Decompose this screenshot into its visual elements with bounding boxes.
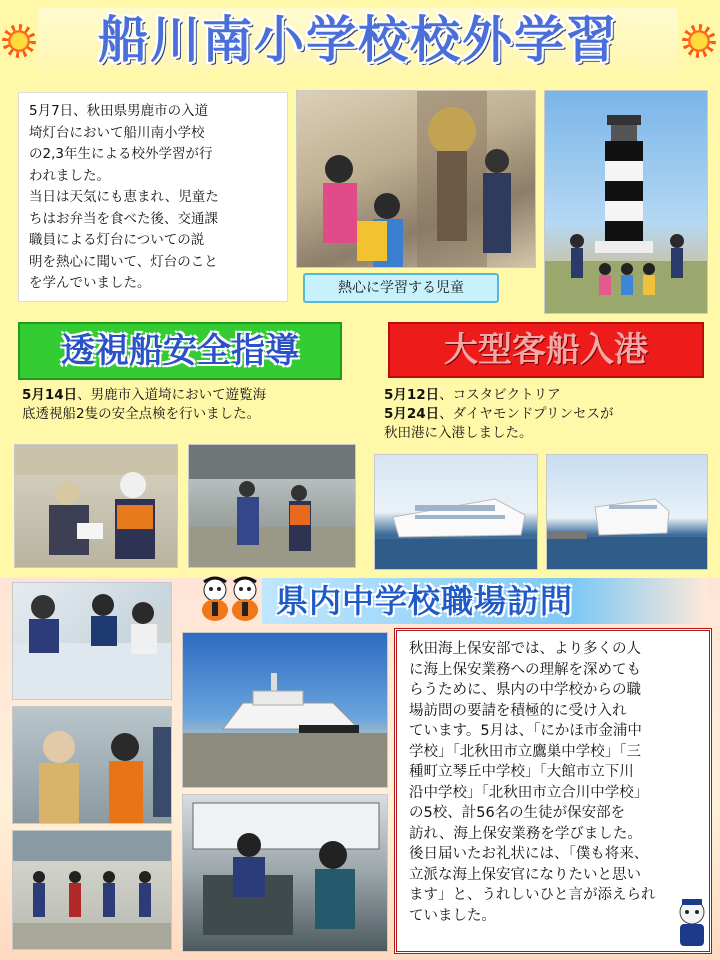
photo-caption: 熱心に学習する児童 bbox=[303, 273, 499, 303]
article-line: 種町立琴丘中学校」「大館市立下川 bbox=[409, 764, 634, 780]
article-line: 沿中学校」「北秋田市立合川中学校」 bbox=[409, 784, 649, 801]
photo-lighthouse-group bbox=[544, 90, 708, 314]
photo-chart-table-art bbox=[13, 583, 172, 700]
photo-equipment-trial-art bbox=[13, 707, 172, 824]
article-line: 後日届いたお礼状には、「僕も将来、 bbox=[409, 846, 649, 862]
photo-boat-inspection-1 bbox=[14, 444, 178, 568]
photo-deck-group bbox=[12, 830, 172, 950]
photo-patrol-vessel bbox=[182, 632, 388, 788]
heading-school-visit: 県内中学校職場訪問 bbox=[262, 578, 708, 624]
photo-cruise-ship-2 bbox=[546, 454, 708, 570]
article-line: 立派な海上保安官になりたいと思い bbox=[409, 866, 641, 883]
photo-patrol-vessel-art bbox=[183, 633, 388, 788]
article-line: ます」と、うれしいひと言が添えられ bbox=[409, 887, 656, 903]
photo-lighthouse-group-art bbox=[545, 91, 708, 314]
photo-boat-inspection-2-art bbox=[189, 445, 356, 568]
intro-line: 埼灯台において船川南小学校 bbox=[29, 124, 205, 141]
safety-line-1-rest: 、男鹿市入道埼において遊覧海 bbox=[77, 387, 267, 403]
photo-equipment-trial bbox=[12, 706, 172, 824]
article-line: 学校」「北秋田市立鷹巣中学校」「三 bbox=[409, 743, 641, 760]
mascot-icon-art bbox=[226, 576, 264, 622]
article-line: らうために、県内の中学校からの職 bbox=[409, 682, 641, 698]
intro-line: ちはお弁当を食べた後、交通課 bbox=[29, 210, 218, 227]
safety-line-1 bbox=[22, 386, 372, 405]
page-title: 船川南小学校校外学習 bbox=[98, 11, 618, 69]
intro-line: の2,3年生による校外学習が行 bbox=[29, 146, 213, 162]
article-line: 秋田海上保安部では、より多くの人 bbox=[409, 641, 641, 657]
photo-students-learning bbox=[296, 90, 536, 268]
cruise-line-3: 秋田港に入港しました。 bbox=[384, 425, 533, 441]
coast-guard-mascot-icon bbox=[672, 896, 712, 952]
article-line: ていました。 bbox=[409, 907, 496, 924]
photo-boat-inspection-2 bbox=[188, 444, 356, 568]
heading-cruise-arrival: 大型客船入港 bbox=[388, 322, 704, 378]
article-text-box bbox=[394, 628, 712, 954]
intro-line: 明を熱心に聞いて、灯台のこと bbox=[29, 253, 218, 270]
photo-students-learning-art bbox=[297, 91, 536, 268]
photo-deck-group-art bbox=[13, 831, 172, 950]
intro-line: 職員による灯台についての説 bbox=[29, 232, 205, 248]
photo-cruise-ship-1-art bbox=[375, 455, 538, 570]
coast-guard-mascot-icon-art bbox=[672, 896, 712, 948]
intro-text-box bbox=[18, 92, 288, 302]
cruise-ship-2: 、ダイヤモンドプリンセスが bbox=[439, 406, 614, 422]
sun-icon bbox=[2, 24, 36, 58]
photo-cruise-ship-1 bbox=[374, 454, 538, 570]
article-line: 訪れ、海上保安業務を学びました。 bbox=[409, 825, 642, 842]
cruise-date-1: 5月12日 bbox=[384, 387, 440, 403]
safety-line-2: 底透視船2隻の安全点検を行いました。 bbox=[22, 406, 261, 422]
intro-line: を学んでいました。 bbox=[29, 275, 151, 291]
photo-bridge-visit-art bbox=[183, 795, 388, 952]
article-line: 場訪問の要請を積極的に受け入れ bbox=[409, 702, 627, 719]
safety-text bbox=[22, 386, 372, 424]
mascot-icon bbox=[226, 576, 264, 626]
intro-line: 当日は天気にも恵まれ、児童た bbox=[29, 189, 219, 205]
photo-cruise-ship-2-art bbox=[547, 455, 708, 570]
article-line: ています。5月は、「にかほ市金浦中 bbox=[409, 723, 642, 739]
article-line: に海上保安業務への理解を深めても bbox=[409, 661, 641, 678]
safety-date: 5月14日 bbox=[22, 387, 78, 403]
article-line: の5校、計56名の生徒が保安部を bbox=[409, 805, 626, 821]
sun-icon bbox=[682, 24, 716, 58]
intro-line: われました。 bbox=[29, 167, 110, 184]
cruise-line-1 bbox=[384, 386, 714, 405]
cruise-text bbox=[384, 386, 714, 443]
intro-line: 5月7日、秋田県男鹿市の入道 bbox=[29, 103, 209, 119]
heading-safety-guidance: 透視船安全指導 bbox=[18, 322, 342, 380]
photo-boat-inspection-1-art bbox=[15, 445, 178, 568]
cruise-ship-1: 、コスタビクトリア bbox=[439, 387, 561, 403]
photo-bridge-visit bbox=[182, 794, 388, 952]
cruise-line-2 bbox=[384, 405, 714, 424]
cruise-date-2: 5月24日 bbox=[384, 406, 440, 422]
photo-chart-table bbox=[12, 582, 172, 700]
